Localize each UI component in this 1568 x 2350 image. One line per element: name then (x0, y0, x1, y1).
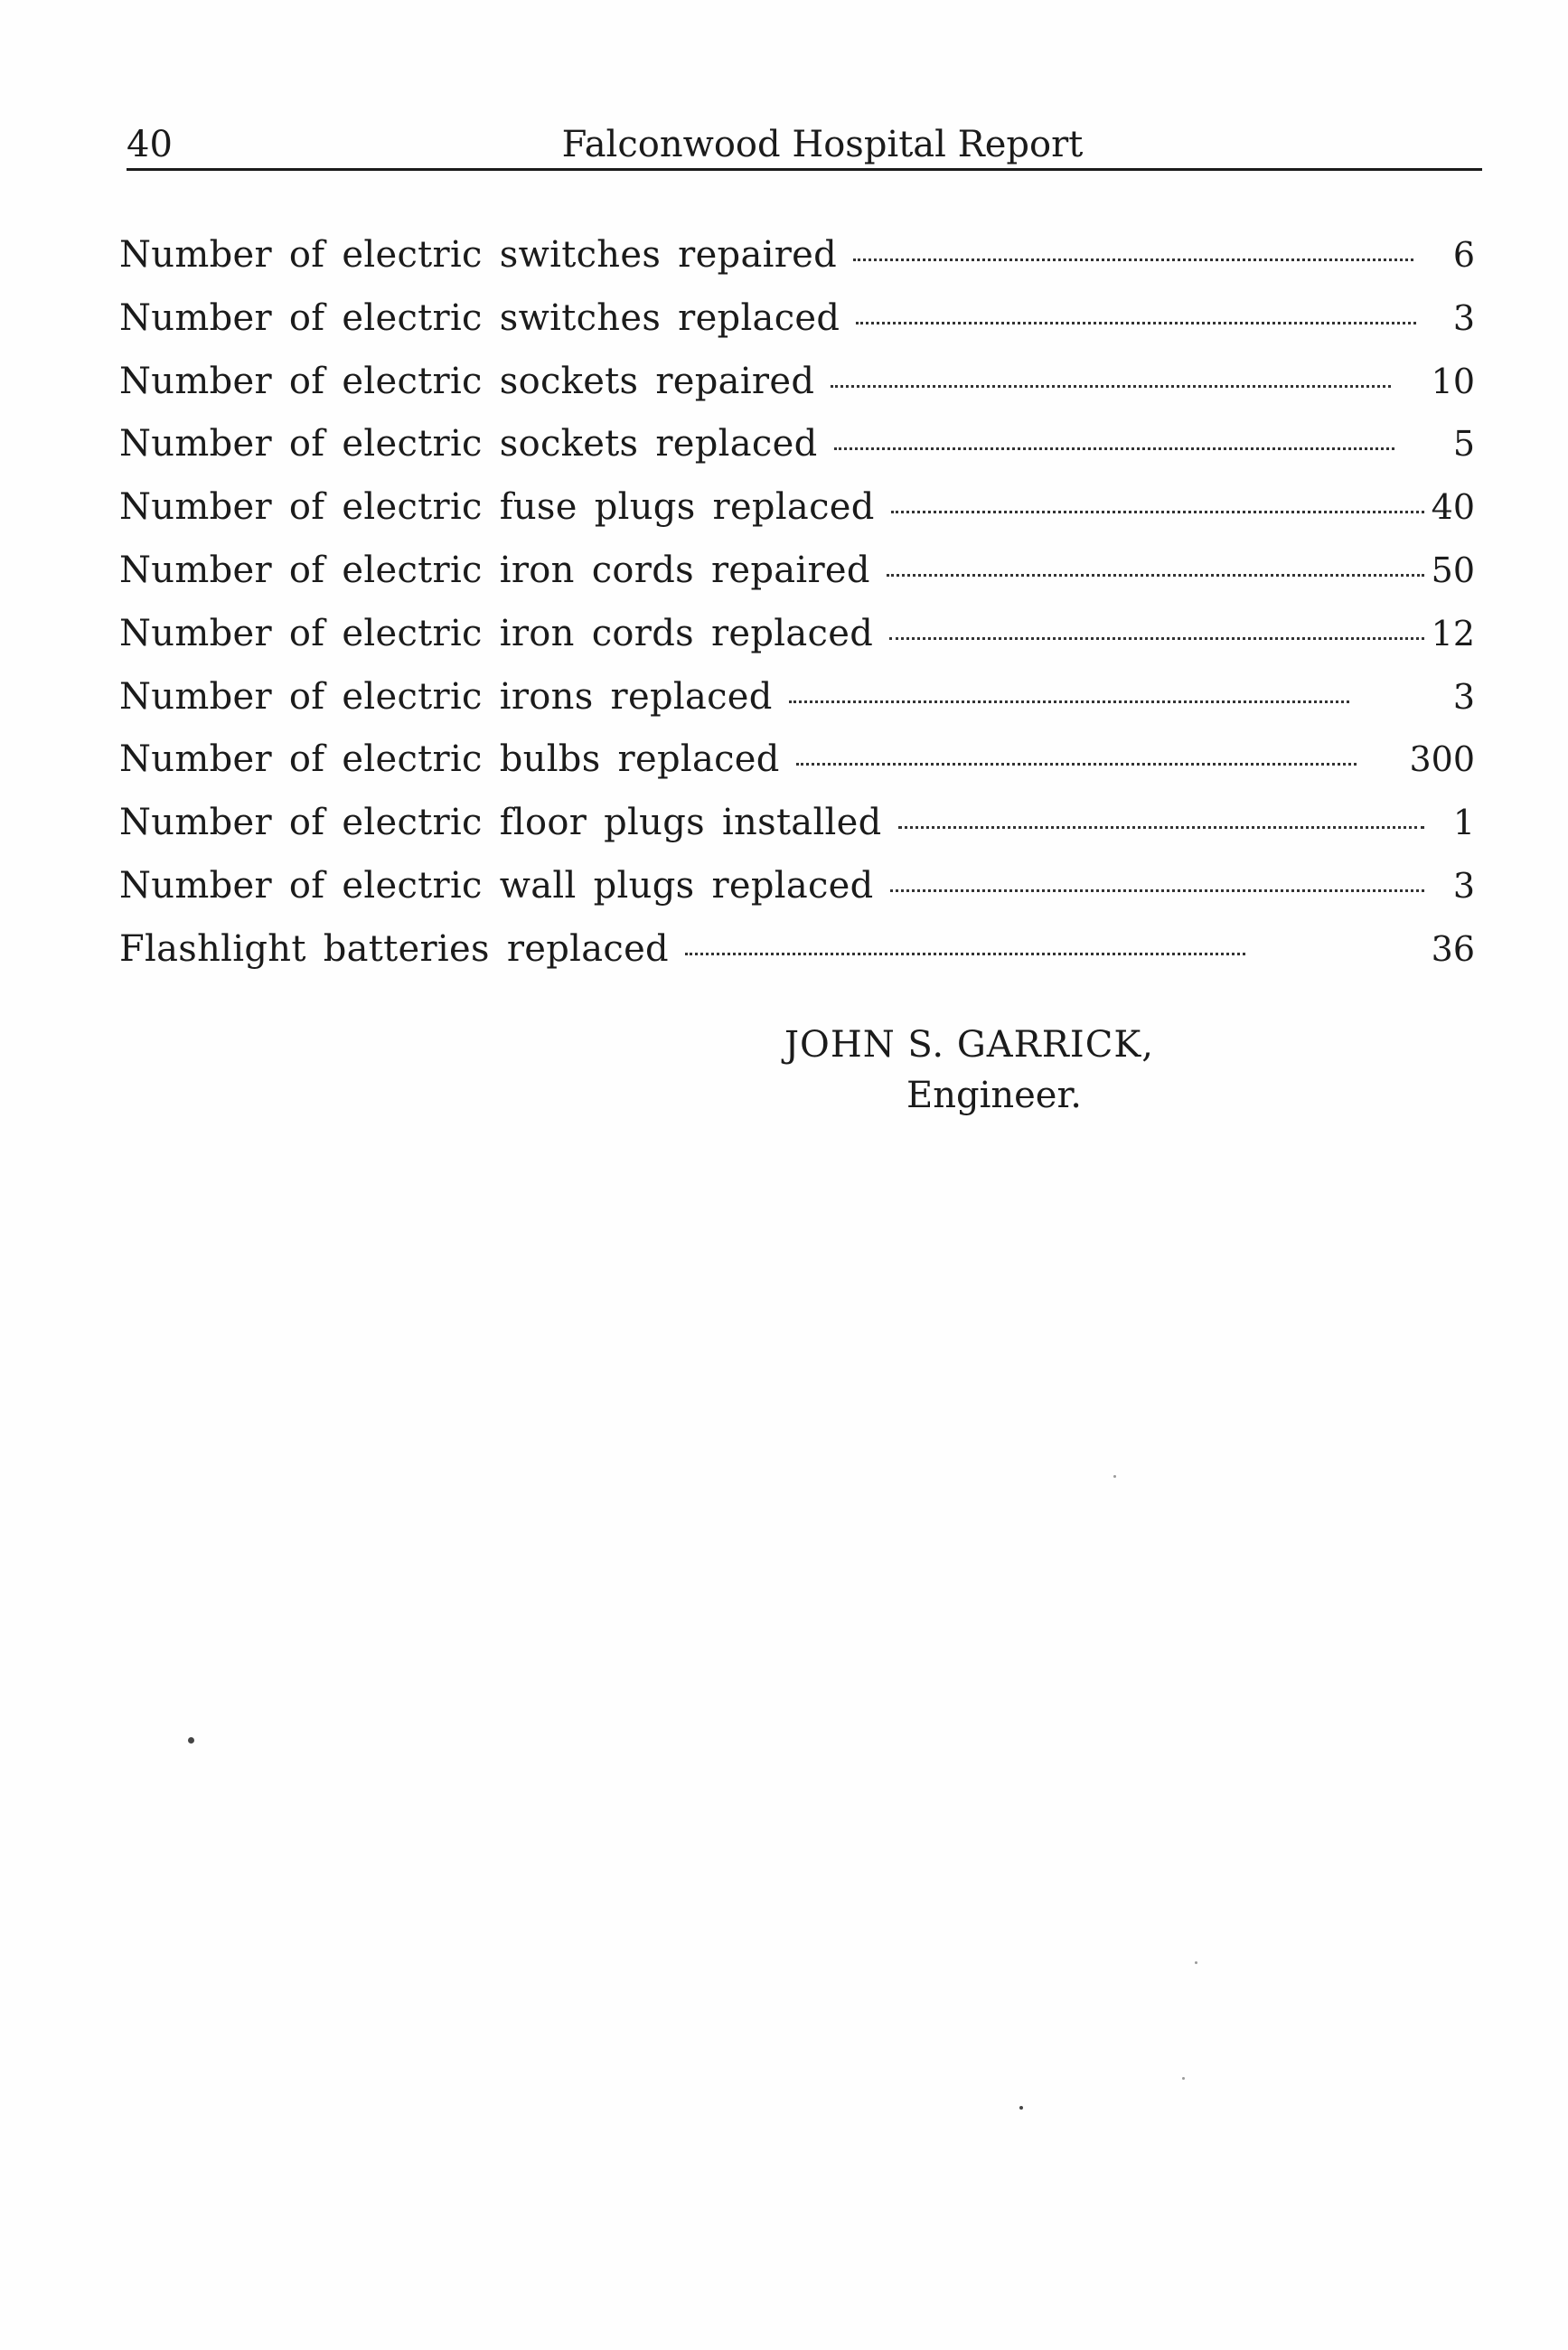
list-item (119, 925, 1475, 988)
item-count: 12 (1431, 613, 1475, 653)
item-label: Number of electric iron cords replaced (119, 612, 874, 654)
page-number: 40 (127, 124, 173, 165)
dot-leader (856, 322, 1416, 324)
item-count: 50 (1431, 550, 1475, 590)
item-count: 1 (1452, 803, 1475, 843)
list-item (119, 357, 1475, 420)
item-label: Number of electric fuse plugs replaced (119, 486, 875, 529)
item-count: 36 (1431, 928, 1475, 969)
item-label: Number of electric iron cords repaired (119, 549, 870, 591)
item-count: 300 (1409, 739, 1475, 780)
dot-leader (891, 511, 1424, 513)
list-item (119, 735, 1475, 798)
list-item (119, 419, 1475, 483)
repair-items-list (119, 230, 1475, 988)
dot-leader (887, 574, 1424, 577)
dot-leader (853, 258, 1413, 261)
scan-speck (188, 1737, 194, 1744)
list-item (119, 294, 1475, 357)
signature-block (784, 1020, 1218, 1121)
item-count: 6 (1452, 235, 1475, 275)
item-label: Number of electric wall plugs replaced (119, 864, 874, 907)
signer-title: Engineer. (906, 1075, 1082, 1116)
list-item (119, 483, 1475, 546)
item-count: 3 (1452, 865, 1475, 906)
item-count: 3 (1452, 676, 1475, 717)
dot-leader (889, 637, 1424, 640)
page-header (127, 116, 1482, 170)
dot-leader (890, 889, 1424, 892)
item-label: Number of electric switches replaced (119, 296, 840, 339)
list-item (119, 798, 1475, 861)
item-count: 10 (1431, 361, 1475, 401)
scan-speck (1019, 2106, 1023, 2110)
list-item (119, 546, 1475, 609)
item-label: Number of electric sockets repaired (119, 360, 815, 402)
item-label: Number of electric sockets replaced (119, 423, 818, 465)
item-label: Number of electric bulbs replaced (119, 738, 780, 781)
scan-speck (1195, 1961, 1197, 1964)
dot-leader (685, 953, 1245, 955)
list-item (119, 230, 1475, 294)
dot-leader (796, 763, 1357, 766)
scan-speck (1182, 2077, 1185, 2080)
dot-leader (831, 385, 1391, 388)
item-count: 40 (1431, 487, 1475, 528)
dot-leader (789, 700, 1349, 703)
dot-leader (898, 826, 1424, 829)
signer-name: JOHN S. GARRICK, (784, 1024, 1154, 1066)
item-label: Number of electric floor plugs installed (119, 802, 882, 844)
list-item (119, 861, 1475, 925)
list-item (119, 672, 1475, 736)
item-label: Number of electric irons replaced (119, 675, 773, 718)
running-title: Falconwood Hospital Report (561, 124, 1084, 165)
dot-leader (834, 447, 1394, 450)
list-item (119, 609, 1475, 672)
item-label: Flashlight batteries replaced (119, 927, 669, 970)
header-rule (127, 168, 1482, 171)
item-count: 5 (1452, 424, 1475, 465)
item-count: 3 (1452, 297, 1475, 338)
item-label: Number of electric switches repaired (119, 234, 837, 276)
scan-speck (1113, 1475, 1116, 1478)
